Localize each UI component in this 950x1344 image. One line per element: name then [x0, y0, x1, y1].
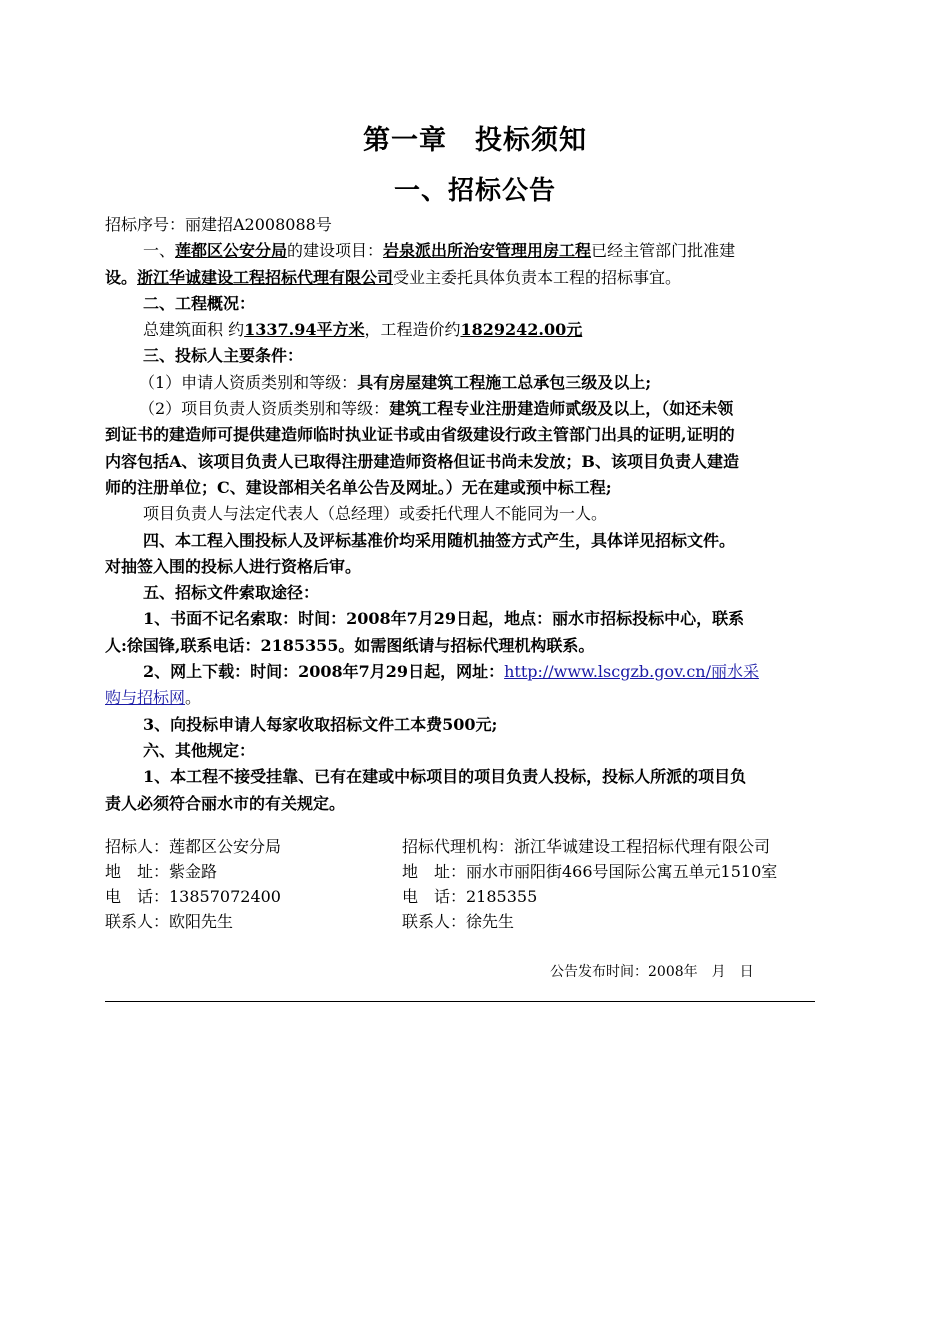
agency-contact: 招标代理机构：浙江华诚建设工程招标代理有限公司	[402, 837, 771, 856]
cost-label: ，工程造价约	[364, 320, 461, 340]
section-4-line-1: 四、本工程入围投标人及评标基准价均采用随机抽签方式产生，具体详见招标文件。	[143, 530, 736, 550]
section-4-line-2: 对抽签入围的投标人进行资格后审。	[105, 556, 362, 576]
section-title: 一、招标公告	[393, 176, 556, 206]
agency-name: 浙江华诚建设工程招标代理有限公司	[137, 267, 394, 287]
section-5-item-1-line-2: 人:徐国锋,联系电话：2185355。如需图纸请与招标代理机构联系。	[105, 635, 595, 655]
section-2-line	[105, 317, 865, 343]
publish-time: 公告发布时间：2008年 月 日	[550, 964, 754, 980]
tenderer-contact-person: 联系人：欧阳先生	[105, 912, 234, 931]
section-3-item-1	[105, 370, 865, 396]
project-name: 岩泉派出所治安管理用房工程	[383, 241, 592, 261]
section-3-item-2-line-2: 到证书的建造师可提供建造师临时执业证书或由省级建设行政主管部门出具的证明,证明的	[105, 425, 735, 445]
p1-line2-tail: 受业主委托具体负责本工程的招标事宜。	[393, 267, 682, 287]
tenderer-address: 地 址：紫金路	[105, 862, 218, 881]
section-6-item-1-line-1: 1、本工程不接受挂靠、已有在建或中标项目的项目负责人投标，投标人所派的项目负	[143, 767, 747, 787]
section-5-item-2-line-2	[105, 685, 865, 711]
section-3-item-2-line-1	[105, 396, 865, 422]
p1-mid: 的建设项目：	[287, 241, 384, 261]
section-3-note: 项目负责人与法定代表人（总经理）或委托代理人不能同为一人。	[143, 504, 608, 524]
agency-contact-person: 联系人：徐先生	[402, 912, 515, 931]
download-link-continued[interactable]: 购与招标网	[105, 688, 186, 708]
contact-block	[105, 834, 865, 934]
s3-1-label: （1）申请人资质类别和等级：	[139, 372, 358, 392]
p1-tail: 已经主管部门批准建	[591, 241, 736, 261]
section-3-item-2-line-4: 师的注册单位；C、建设部相关名单公告及网址。）无在建或预中标工程;	[105, 477, 612, 497]
tenderer-name: 莲都区公安分局	[175, 241, 288, 261]
contact-row-4	[105, 909, 865, 934]
tenderer-phone: 电 话：13857072400	[105, 887, 281, 906]
cost-value: 1829242.00元	[460, 320, 583, 340]
s3-2-label: （2）项目负责人资质类别和等级：	[139, 399, 390, 419]
section-5-item-2-line-1	[105, 659, 865, 685]
section-6-item-1-line-2: 责人必须符合丽水市的有关规定。	[105, 793, 346, 813]
s5-2-label: 2、网上下载：时间：2008年7月29日起，网址：	[143, 662, 505, 682]
tender-serial: 招标序号：丽建招A2008088号	[105, 215, 332, 234]
area-value: 1337.94平方米	[244, 320, 365, 340]
paragraph-1-line-1	[105, 238, 865, 264]
chapter-title: 第一章 投标须知	[363, 125, 587, 156]
contact-row-2	[105, 859, 865, 884]
agency-address: 地 址：丽水市丽阳街466号国际公寓五单元1510室	[402, 862, 778, 881]
section-5-item-3: 3、向投标申请人每家收取招标文件工本费500元;	[143, 714, 498, 734]
s3-1-value: 具有房屋建筑工程施工总承包三级及以上;	[357, 372, 652, 392]
p1-line2-pre: 设。	[105, 267, 138, 287]
section-5-heading: 五、招标文件索取途径：	[143, 583, 320, 603]
contact-row-1	[105, 834, 865, 859]
section-6-heading: 六、其他规定：	[143, 740, 256, 760]
tenderer-contact: 招标人：莲都区公安分局	[105, 837, 282, 856]
contact-row-3	[105, 884, 865, 909]
agency-phone: 电 话：2185355	[402, 887, 538, 906]
p1-prefix: 一、	[143, 241, 176, 261]
notice-body	[105, 212, 865, 817]
download-link[interactable]: http://www.lscgzb.gov.cn/丽水采	[504, 662, 759, 682]
s3-2-value: 建筑工程专业注册建造师贰级及以上，（如还未领	[389, 399, 734, 419]
paragraph-1-line-2	[105, 265, 865, 291]
section-3-item-2-line-3: 内容包括A、该项目负责人已取得注册建造师资格但证书尚未发放；B、该项目负责人建造	[105, 451, 739, 471]
bottom-divider	[105, 1001, 815, 1002]
section-3-heading: 三、投标人主要条件：	[143, 346, 304, 366]
area-label: 总建筑面积 约	[143, 320, 245, 340]
section-5-item-1-line-1: 1、书面不记名索取：时间：2008年7月29日起，地点：丽水市招标投标中心，联系	[143, 609, 745, 629]
s5-2-end: 。	[185, 688, 202, 708]
section-2-heading: 二、工程概况：	[143, 293, 256, 313]
